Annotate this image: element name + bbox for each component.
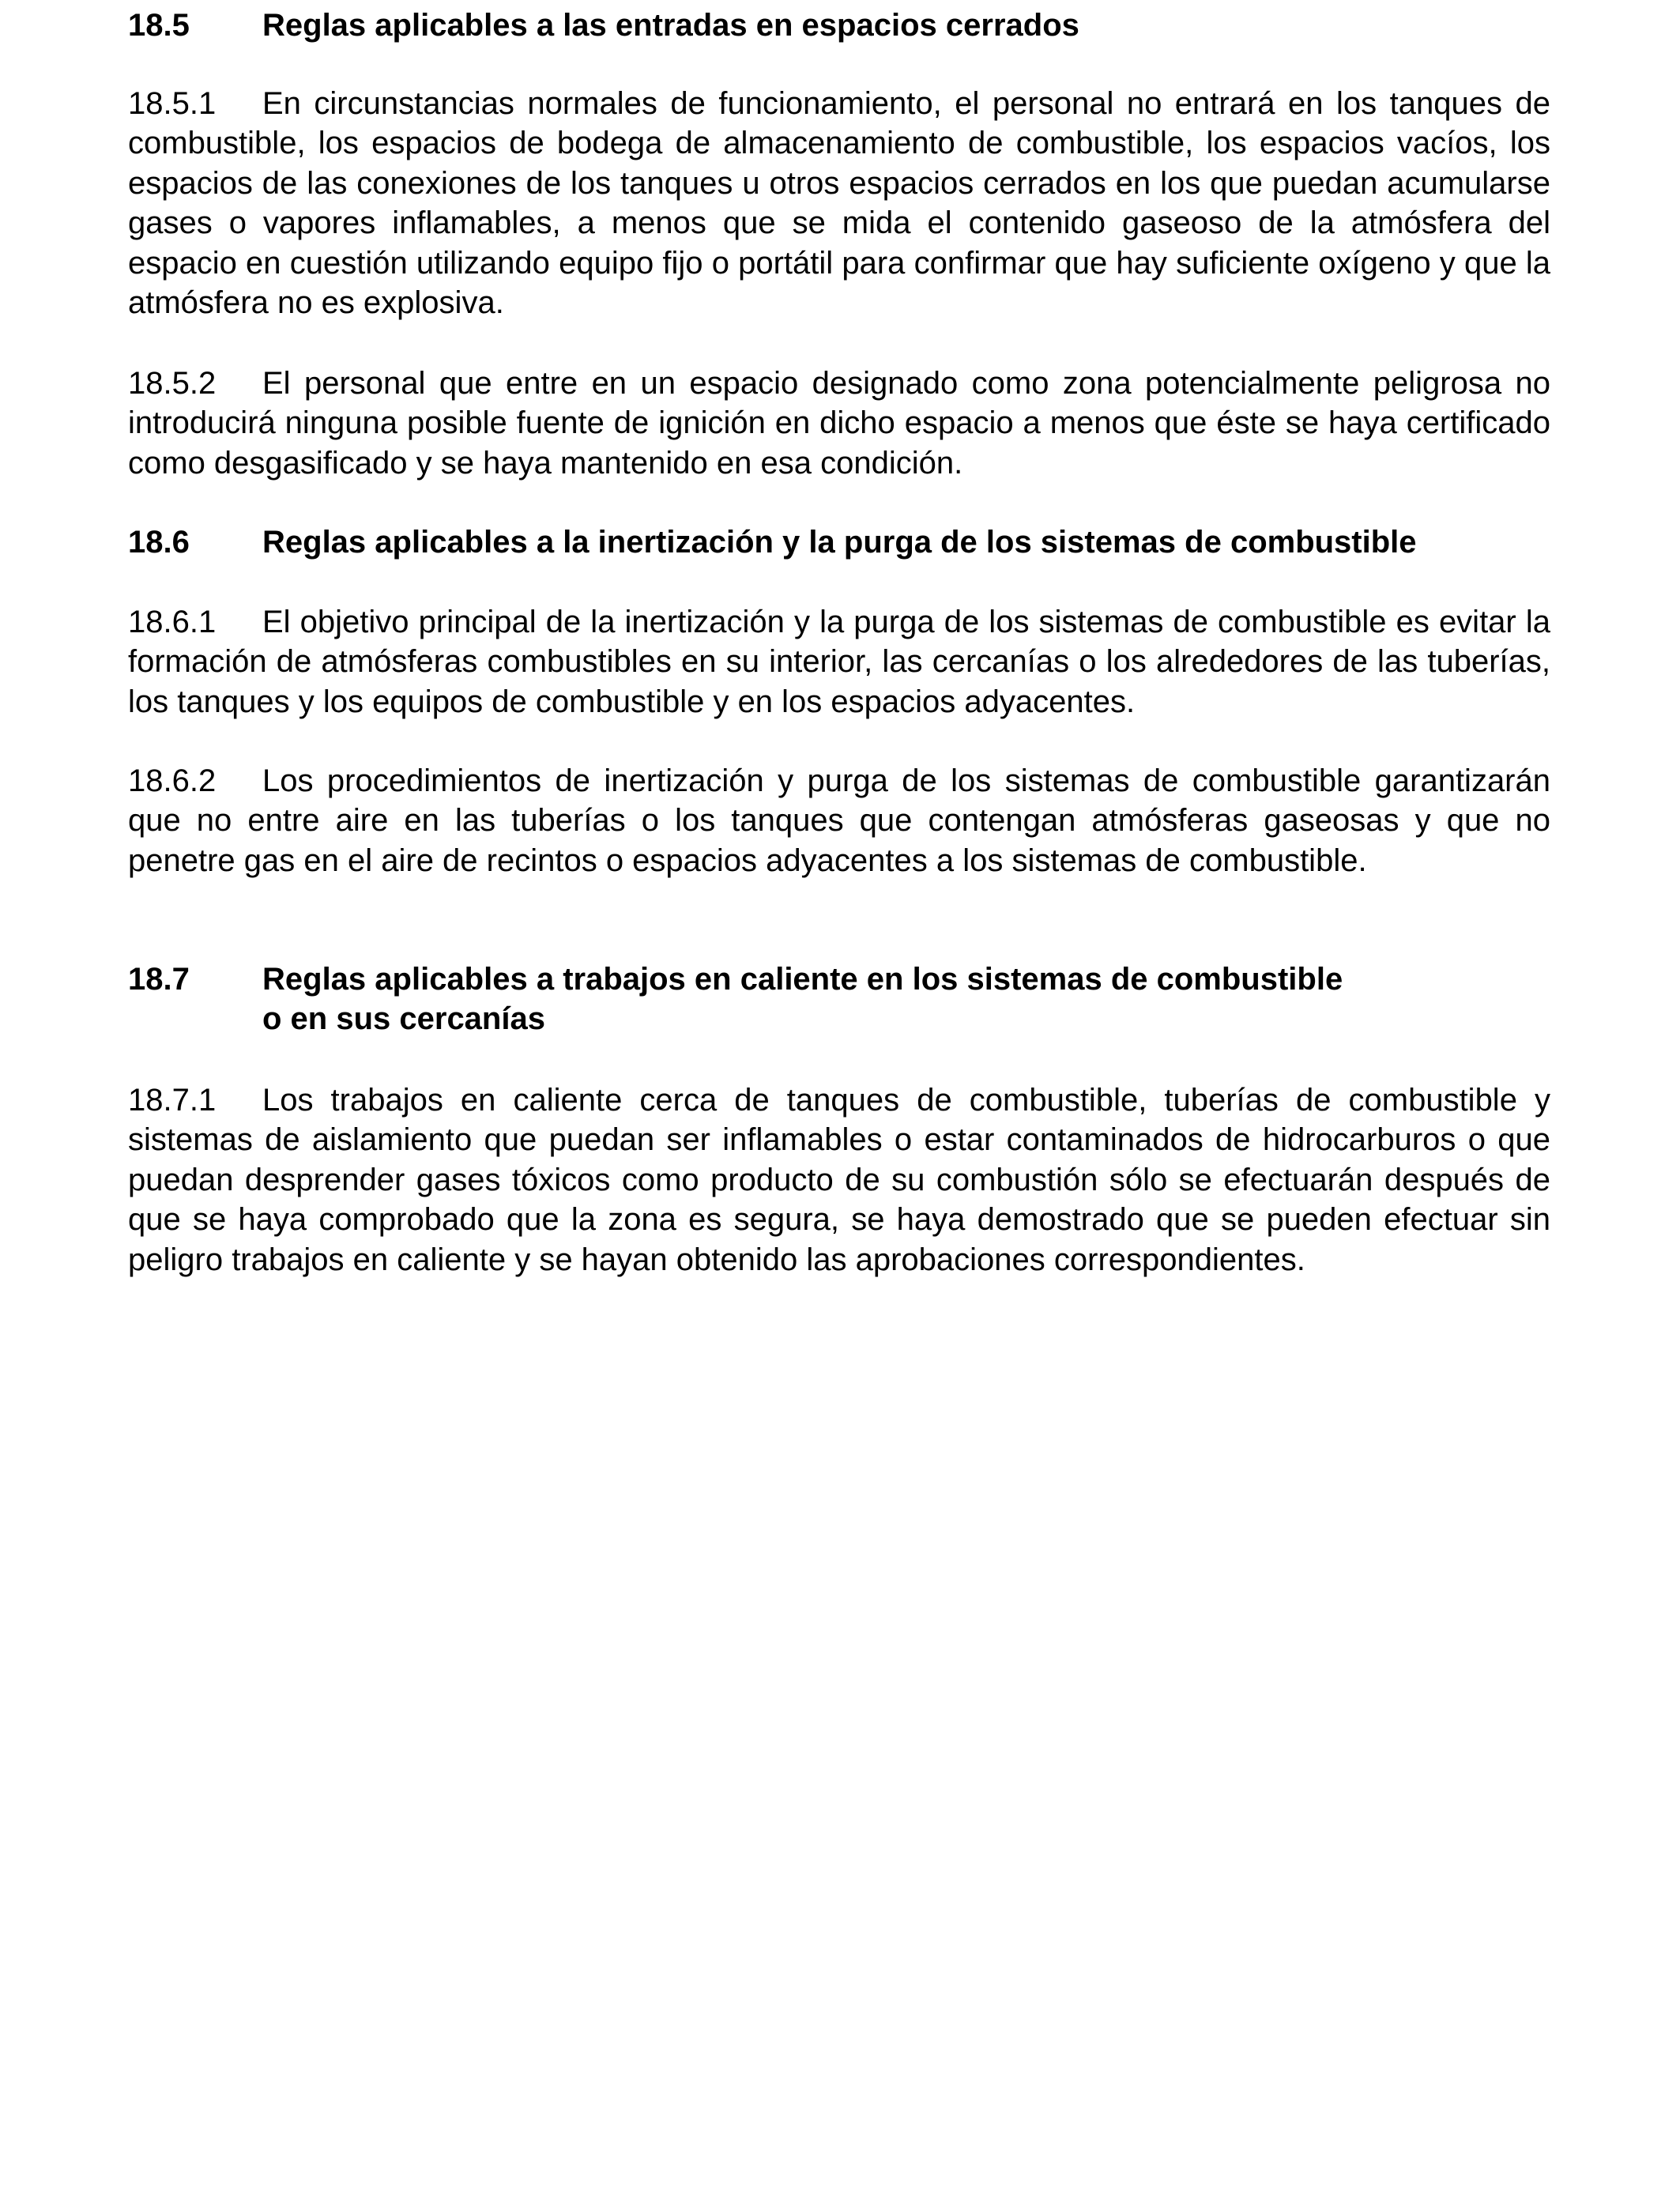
paragraph-text: Los trabajos en caliente cerca de tanques de combustible, tuberías de combustible y sistemas de aislamiento que puedan ser inflamables o estar contaminados de hidrocarburos o que puedan desprender gases tóxicos como producto de su combustión sólo se efectuarán después de que se haya comprobado que la zona es segura, se haya demostrado que se pueden efectuar sin peligro trabajos en caliente y se hayan obtenido las aprobaciones correspondientes. <box>128 1083 1550 1277</box>
paragraph-18-5-1 <box>128 84 1550 322</box>
paragraph-text: Los procedimientos de inertización y purga de los sistemas de combustible garantizarán que no entre aire en las tuberías o los tanques que contengan atmósferas gaseosas y que no penetre gas en el aire de recintos o espacios adyacentes a los sistemas de combustible. <box>128 763 1550 878</box>
paragraph-number: 18.6.2 <box>128 763 217 798</box>
paragraph-18-7-1 <box>128 1080 1550 1280</box>
section-heading-18-6 <box>128 522 1550 562</box>
paragraph-18-6-2 <box>128 761 1550 880</box>
section-heading-18-7 <box>128 959 1550 1039</box>
paragraph-text: En circunstancias normales de funcionamiento, el personal no entrará en los tanques de combustible, los espacios de bodega de almacenamiento de combustible, los espacios vacíos, los espacios de las conexiones de los tanques u otros espacios cerrados en los que puedan acumularse gases o vapores inflamables, a menos que se mida el contenido gaseoso de la atmósfera del espacio en cuestión utilizando equipo fijo o portátil para confirmar que hay suficiente oxígeno y que la atmósfera no es explosiva. <box>128 86 1550 321</box>
section-heading-18-5 <box>128 6 1550 45</box>
section-number: 18.5 <box>128 8 190 43</box>
paragraph-number: 18.5.1 <box>128 86 217 121</box>
paragraph-18-6-1 <box>128 602 1550 722</box>
section-title-line-2: o en sus cercanías <box>262 1001 545 1036</box>
paragraph-text: El objetivo principal de la inertización y la purga de los sistemas de combustible es evitar la formación de atmósferas combustibles en su interior, las cercanías o los alrededores de las tuberías, los tanques y los equipos de combustible y en los espacios adyacentes. <box>128 605 1550 719</box>
paragraph-18-5-2 <box>128 364 1550 483</box>
paragraph-number: 18.6.1 <box>128 605 217 639</box>
section-number: 18.6 <box>128 525 190 560</box>
section-title: Reglas aplicables a la inertización y la purga de los sistemas de combustible <box>262 525 1417 560</box>
paragraph-number: 18.7.1 <box>128 1083 217 1118</box>
section-title: Reglas aplicables a las entradas en espacios cerrados <box>262 8 1079 43</box>
paragraph-number: 18.5.2 <box>128 366 217 401</box>
section-title-line-1: Reglas aplicables a trabajos en caliente en los sistemas de combustible <box>262 962 1343 997</box>
paragraph-text: El personal que entre en un espacio designado como zona potencialmente peligrosa no introducirá ninguna posible fuente de ignición en dicho espacio a menos que éste se haya certificado como desgasificado y se haya mantenido en esa condición. <box>128 366 1550 481</box>
section-number: 18.7 <box>128 962 190 997</box>
